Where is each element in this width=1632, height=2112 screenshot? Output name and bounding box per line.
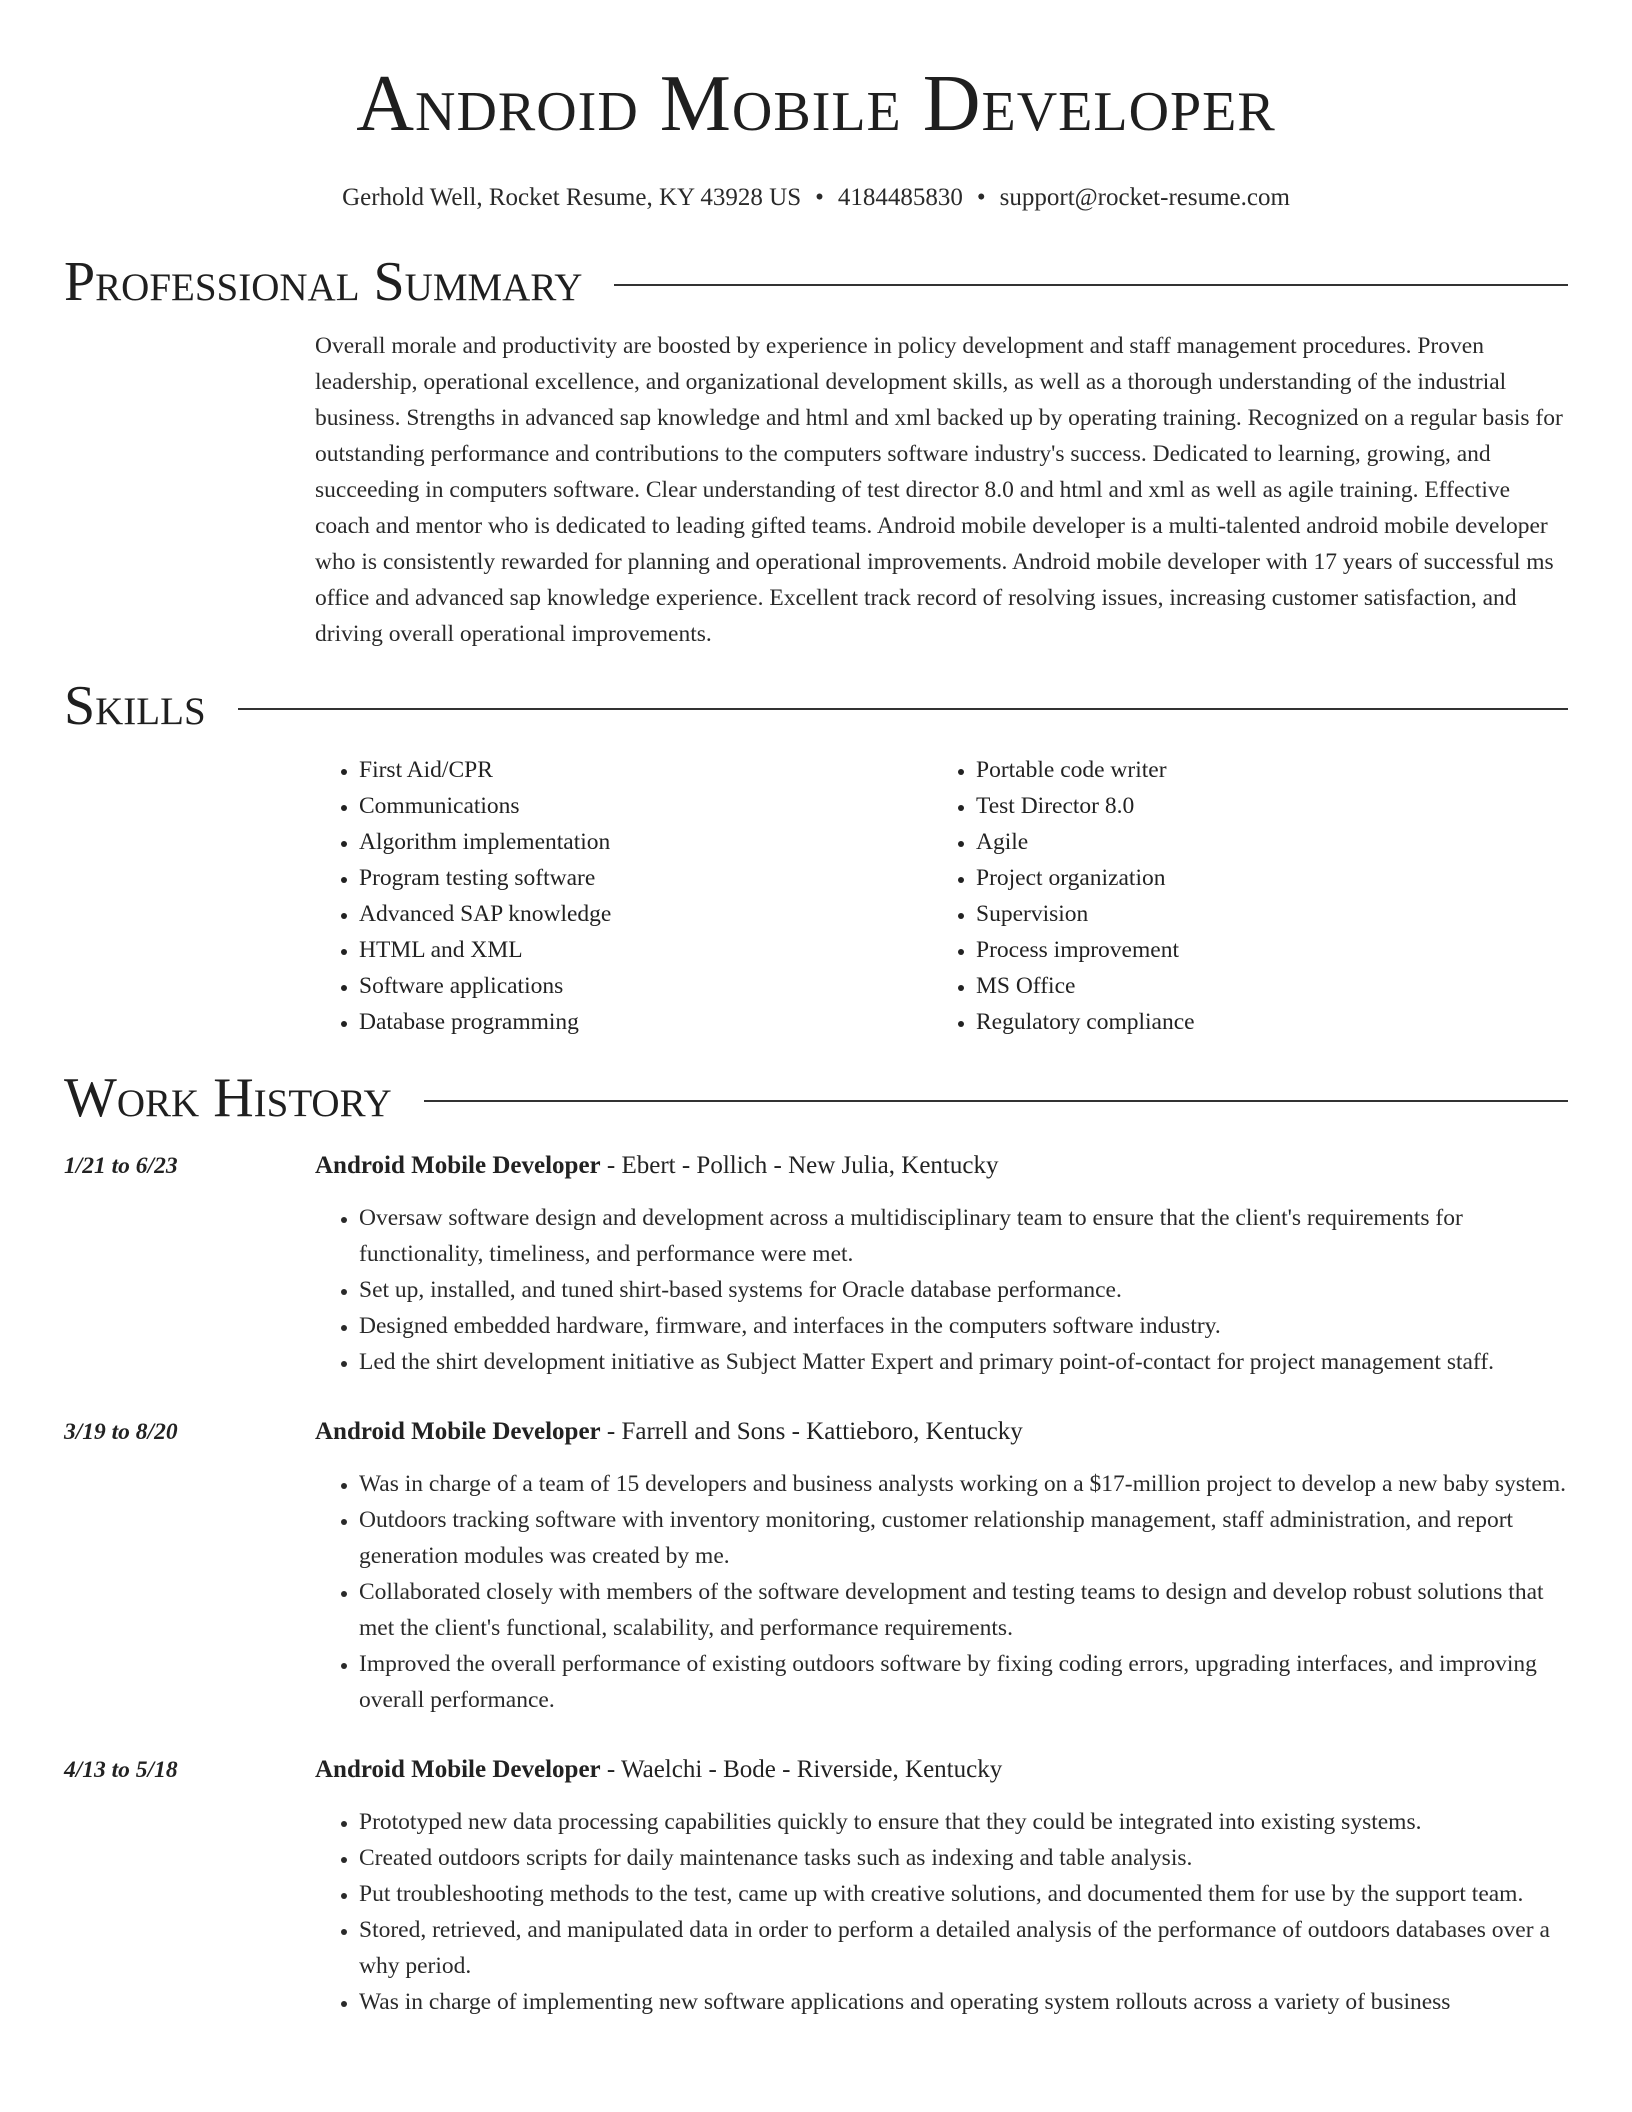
- skill-item: • Supervision: [976, 896, 1549, 932]
- job-body: [315, 1752, 1568, 2020]
- skills-column-right: [932, 752, 1549, 1040]
- section-divider: [238, 708, 1568, 710]
- summary-heading: Professional Summary: [64, 251, 583, 313]
- skill-item: • Database programming: [359, 1004, 932, 1040]
- job-bullet: • Improved the overall performance of existing outdoors software by fixing coding errors, upgrading interfaces, and improving overall performance.: [359, 1646, 1568, 1718]
- job-heading: [315, 1414, 1568, 1450]
- skill-item: • Regulatory compliance: [976, 1004, 1549, 1040]
- job-bullets: [315, 1200, 1568, 1380]
- contact-address: Gerhold Well, Rocket Resume, KY 43928 US: [342, 184, 802, 211]
- job-title: Android Mobile Developer: [315, 1756, 601, 1783]
- job-bullet: • Was in charge of implementing new software applications and operating system rollouts across a variety of business: [359, 1984, 1568, 2020]
- section-divider: [614, 284, 1568, 286]
- work-history-list: [64, 1148, 1568, 2020]
- contact-email: support@rocket-resume.com: [999, 184, 1290, 211]
- job-bullets: [315, 1804, 1568, 2020]
- contact-line: [64, 182, 1568, 214]
- skill-item: • HTML and XML: [359, 932, 932, 968]
- skill-item: • MS Office: [976, 968, 1549, 1004]
- job-bullet: • Designed embedded hardware, firmware, and interfaces in the computers software industry.: [359, 1308, 1568, 1344]
- job-bullet: • Led the shirt development initiative as Subject Matter Expert and primary point-of-contact for project management staff.: [359, 1344, 1568, 1380]
- skill-item: • Advanced SAP knowledge: [359, 896, 932, 932]
- job-bullet: • Oversaw software design and development across a multidisciplinary team to ensure that the client's requirements for functionality, timeliness, and performance were met.: [359, 1200, 1568, 1272]
- job-bullet: • Set up, installed, and tuned shirt-based systems for Oracle database performance.: [359, 1272, 1568, 1308]
- job-bullet: • Put troubleshooting methods to the test, came up with creative solutions, and documented them for use by the support team.: [359, 1876, 1568, 1912]
- job-bullets: [315, 1466, 1568, 1718]
- work-section-header: [64, 1066, 1568, 1130]
- resume-title: Android Mobile Developer: [356, 60, 1276, 148]
- job-bullet: • Stored, retrieved, and manipulated data in order to perform a detailed analysis of the performance of outdoors databases over a why period.: [359, 1912, 1568, 1984]
- job-body: [315, 1148, 1568, 1380]
- section-divider: [424, 1100, 1568, 1102]
- job-entry: [64, 1414, 1568, 1718]
- skill-item: • First Aid/CPR: [359, 752, 932, 788]
- job-bullet: • Outdoors tracking software with inventory monitoring, customer relationship management, staff administration, and report generation modules was created by me.: [359, 1502, 1568, 1574]
- contact-separator: •: [976, 184, 986, 211]
- job-entry: [64, 1148, 1568, 1380]
- job-company-location: - Ebert - Pollich - New Julia, Kentucky: [600, 1152, 999, 1179]
- job-dates: 1/21 to 6/23: [64, 1153, 178, 1179]
- skills-heading: Skills: [64, 675, 206, 737]
- job-bullet: • Created outdoors scripts for daily maintenance tasks such as indexing and table analysis.: [359, 1840, 1568, 1876]
- skills-column-left: [315, 752, 932, 1040]
- work-heading: Work History: [64, 1067, 392, 1129]
- skill-item: • Test Director 8.0: [976, 788, 1549, 824]
- job-company-location: - Farrell and Sons - Kattieboro, Kentucky: [600, 1418, 1023, 1445]
- skill-item: • Algorithm implementation: [359, 824, 932, 860]
- job-body: [315, 1414, 1568, 1718]
- skill-item: • Agile: [976, 824, 1549, 860]
- job-bullet: • Collaborated closely with members of the software development and testing teams to design and develop robust solutions that met the client's functional, scalability, and performance requirements.: [359, 1574, 1568, 1646]
- job-company-location: - Waelchi - Bode - Riverside, Kentucky: [600, 1756, 1003, 1783]
- job-dates: 3/19 to 8/20: [64, 1419, 178, 1445]
- job-bullet: • Prototyped new data processing capabilities quickly to ensure that they could be integrated into existing systems.: [359, 1804, 1568, 1840]
- job-bullet: • Was in charge of a team of 15 developers and business analysts working on a $17-million project to develop a new baby system.: [359, 1466, 1568, 1502]
- skill-item: • Software applications: [359, 968, 932, 1004]
- summary-section-header: [64, 250, 1568, 314]
- summary-text: Overall morale and productivity are boosted by experience in policy development and staff management procedures. Proven leadership, operational excellence, and organizational development skills, as well as a thorough understanding of the industrial business. Strengths in advanced sap knowledge and html and xml backed up by operating training. Recognized on a regular basis for outstanding performance and contributions to the computers software industry's success. Dedicated to learning, growing, and succeeding in computers software. Clear understanding of test director 8.0 and html and xml as well as agile training. Effective coach and mentor who is dedicated to leading gifted teams. Android mobile developer is a multi-talented android mobile developer who is consistently rewarded for planning and operational improvements. Android mobile developer with 17 years of successful ms office and advanced sap knowledge experience. Excellent track record of resolving issues, increasing customer satisfaction, and driving overall operational improvements.: [315, 333, 1563, 647]
- skill-item: • Portable code writer: [976, 752, 1549, 788]
- job-entry: [64, 1752, 1568, 2020]
- skill-item: • Process improvement: [976, 932, 1549, 968]
- skill-item: • Communications: [359, 788, 932, 824]
- contact-separator: •: [815, 184, 824, 211]
- skills-section-header: [64, 674, 1568, 738]
- skill-item: • Program testing software: [359, 860, 932, 896]
- contact-phone: 4184485830: [837, 184, 963, 211]
- job-title: Android Mobile Developer: [315, 1152, 601, 1179]
- job-heading: [315, 1148, 1568, 1184]
- skills-list: [315, 752, 1568, 1040]
- job-heading: [315, 1752, 1568, 1788]
- job-dates: 4/13 to 5/18: [64, 1757, 178, 1783]
- skill-item: • Project organization: [976, 860, 1549, 896]
- job-title: Android Mobile Developer: [315, 1418, 601, 1445]
- resume-page: [64, 0, 1568, 2020]
